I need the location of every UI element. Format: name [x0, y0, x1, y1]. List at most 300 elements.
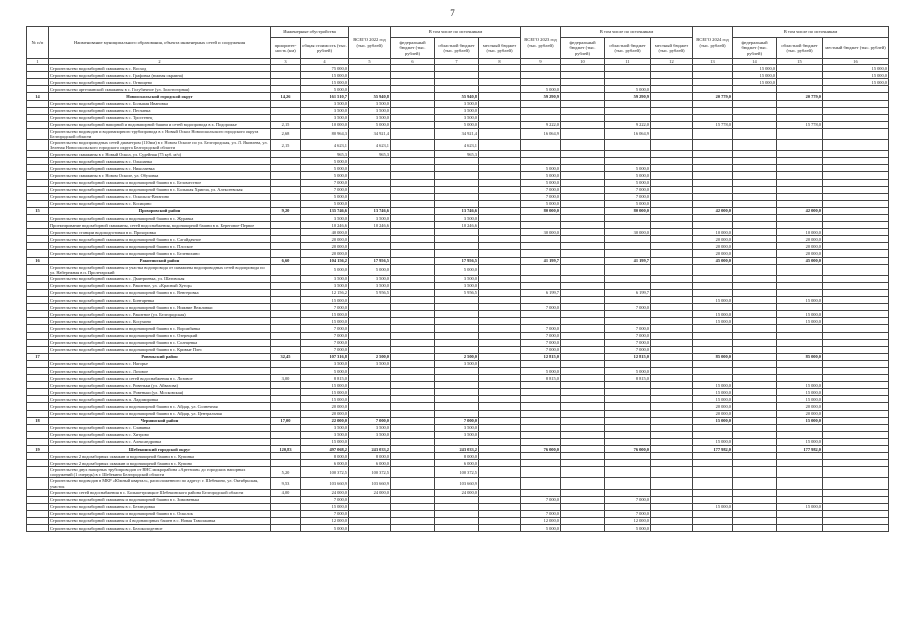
amount-cell	[435, 332, 479, 339]
amount-cell	[651, 438, 693, 445]
amount-cell	[479, 275, 521, 282]
amount-cell	[479, 93, 521, 100]
amount-cell: 15 778,0	[693, 121, 733, 128]
amount-cell: 15 000,0	[301, 503, 349, 510]
amount-cell: 30 000,0	[521, 229, 561, 236]
amount-cell	[435, 65, 479, 72]
amount-cell: 5 000,0	[605, 200, 651, 207]
amount-cell	[391, 297, 435, 304]
row-number	[27, 460, 49, 467]
amount-cell: 15 000,0	[301, 318, 349, 325]
amount-cell: 15 000,0	[777, 396, 823, 403]
amount-cell: 16 064,9	[605, 128, 651, 139]
amount-cell	[651, 250, 693, 257]
amount-cell	[391, 389, 435, 396]
amount-cell	[479, 424, 521, 431]
row-number	[27, 172, 49, 179]
amount-cell	[521, 236, 561, 243]
table-header	[27, 27, 889, 65]
amount-cell: 7 000,0	[521, 186, 561, 193]
amount-cell: 3 500,0	[301, 107, 349, 114]
amount-cell: 3 500,0	[301, 431, 349, 438]
amount-cell	[823, 382, 889, 389]
amount-cell: 7 000,0	[349, 417, 391, 424]
amount-cell	[521, 478, 561, 489]
amount-cell	[561, 200, 605, 207]
priority-cell	[271, 424, 301, 431]
amount-cell: 103 660,9	[301, 478, 349, 489]
amount-cell	[651, 243, 693, 250]
priority-cell: 120,83	[271, 446, 301, 453]
amount-cell	[391, 353, 435, 360]
amount-cell	[693, 332, 733, 339]
amount-cell	[435, 243, 479, 250]
amount-cell	[823, 503, 889, 510]
amount-cell	[777, 200, 823, 207]
amount-cell	[651, 100, 693, 107]
amount-cell	[605, 236, 651, 243]
object-name: Строительство водозаборной скважины и водонапорной башни в с. Беломестное	[49, 179, 271, 186]
amount-cell: 5 000,0	[301, 158, 349, 165]
amount-cell: 20 000,0	[777, 243, 823, 250]
amount-cell	[651, 289, 693, 296]
amount-cell	[651, 86, 693, 93]
row-number	[27, 368, 49, 375]
amount-cell: 20 000,0	[693, 410, 733, 417]
column-number: 14	[733, 59, 777, 65]
amount-cell: 3 500,0	[349, 107, 391, 114]
amount-cell: 15 000,0	[301, 389, 349, 396]
priority-cell: 3,00	[271, 375, 301, 382]
priority-cell	[271, 193, 301, 200]
amount-cell	[651, 222, 693, 229]
amount-cell	[435, 389, 479, 396]
amount-cell	[479, 243, 521, 250]
amount-cell	[733, 382, 777, 389]
amount-cell: 3 500,0	[349, 282, 391, 289]
amount-cell	[823, 215, 889, 222]
amount-cell	[693, 346, 733, 353]
investment-table-wrapper	[26, 26, 888, 532]
table-row	[27, 346, 889, 353]
amount-cell	[521, 360, 561, 367]
amount-cell	[561, 410, 605, 417]
amount-cell	[605, 100, 651, 107]
row-number	[27, 339, 49, 346]
amount-cell	[561, 446, 605, 453]
amount-cell: 24 000,0	[435, 489, 479, 496]
amount-cell	[823, 121, 889, 128]
amount-cell	[561, 346, 605, 353]
row-number	[27, 179, 49, 186]
table-row	[27, 304, 889, 311]
amount-cell	[391, 517, 435, 524]
header-num: № п/п	[27, 27, 49, 59]
table-row	[27, 325, 889, 332]
amount-cell	[521, 424, 561, 431]
amount-cell: 3 500,0	[435, 282, 479, 289]
amount-cell	[823, 93, 889, 100]
amount-cell	[823, 264, 889, 275]
amount-cell	[823, 275, 889, 282]
section-title: Ровеньский район	[49, 353, 271, 360]
header-local-2023: местный бюджет (тыс. рублей)	[651, 38, 693, 59]
amount-cell	[561, 264, 605, 275]
amount-cell	[693, 525, 733, 532]
amount-cell	[479, 403, 521, 410]
amount-cell	[605, 318, 651, 325]
amount-cell	[651, 193, 693, 200]
amount-cell: 20 000,0	[693, 236, 733, 243]
amount-cell	[479, 79, 521, 86]
amount-cell: 7 000,0	[301, 510, 349, 517]
amount-cell	[733, 151, 777, 158]
amount-cell	[391, 236, 435, 243]
row-number	[27, 158, 49, 165]
amount-cell	[479, 517, 521, 524]
amount-cell	[479, 158, 521, 165]
amount-cell	[733, 128, 777, 139]
amount-cell	[605, 250, 651, 257]
amount-cell	[479, 282, 521, 289]
amount-cell	[651, 467, 693, 478]
amount-cell	[479, 431, 521, 438]
amount-cell	[391, 186, 435, 193]
row-number: 19	[27, 446, 49, 453]
row-number	[27, 282, 49, 289]
amount-cell: 20 779,0	[777, 93, 823, 100]
amount-cell	[777, 489, 823, 496]
amount-cell	[561, 517, 605, 524]
amount-cell	[605, 489, 651, 496]
amount-cell	[733, 460, 777, 467]
priority-cell	[271, 438, 301, 445]
amount-cell: 6 199,7	[605, 289, 651, 296]
table-row	[27, 114, 889, 121]
amount-cell: 107 316,8	[301, 353, 349, 360]
amount-cell: 7 000,0	[521, 332, 561, 339]
amount-cell	[693, 72, 733, 79]
amount-cell	[823, 525, 889, 532]
amount-cell	[435, 79, 479, 86]
amount-cell: 8 815,0	[605, 375, 651, 382]
amount-cell	[521, 410, 561, 417]
amount-cell	[777, 360, 823, 367]
amount-cell	[349, 517, 391, 524]
object-name: Строительство скважины в г. Новый Оскол, ул. Судейная (75 куб. м/ч)	[49, 151, 271, 158]
table-row	[27, 275, 889, 282]
amount-cell: 15 000,0	[823, 79, 889, 86]
amount-cell	[561, 375, 605, 382]
amount-cell	[823, 222, 889, 229]
amount-cell: 7 000,0	[605, 325, 651, 332]
amount-cell	[479, 229, 521, 236]
amount-cell	[435, 193, 479, 200]
row-number	[27, 229, 49, 236]
amount-cell	[823, 438, 889, 445]
amount-cell	[733, 193, 777, 200]
amount-cell	[479, 396, 521, 403]
amount-cell: 7 000,0	[521, 510, 561, 517]
amount-cell	[435, 396, 479, 403]
amount-cell	[479, 525, 521, 532]
table-row	[27, 140, 889, 151]
amount-cell: 103 660,9	[435, 478, 479, 489]
amount-cell	[733, 165, 777, 172]
amount-cell	[391, 478, 435, 489]
amount-cell	[391, 151, 435, 158]
amount-cell	[651, 151, 693, 158]
amount-cell	[521, 503, 561, 510]
priority-cell	[271, 179, 301, 186]
amount-cell	[561, 368, 605, 375]
amount-cell	[651, 382, 693, 389]
amount-cell	[521, 453, 561, 460]
amount-cell	[521, 382, 561, 389]
amount-cell: 15 000,0	[777, 389, 823, 396]
priority-cell	[271, 389, 301, 396]
table-row	[27, 396, 889, 403]
object-name: Строительство водозаборной скважины и водонапорной башни в с. Плоское	[49, 243, 271, 250]
amount-cell: 7 000,0	[301, 186, 349, 193]
table-row	[27, 200, 889, 207]
amount-cell	[651, 496, 693, 503]
table-row	[27, 503, 889, 510]
amount-cell: 3 500,0	[435, 100, 479, 107]
amount-cell	[479, 467, 521, 478]
header-local-2024: местный бюджет (тыс. рублей)	[823, 38, 889, 59]
section-row	[27, 93, 889, 100]
amount-cell	[435, 375, 479, 382]
row-number	[27, 151, 49, 158]
amount-cell	[605, 275, 651, 282]
amount-cell	[349, 311, 391, 318]
amount-cell	[605, 478, 651, 489]
amount-cell	[823, 460, 889, 467]
amount-cell	[651, 396, 693, 403]
amount-cell: 5 000,0	[301, 165, 349, 172]
amount-cell: 20 000,0	[301, 403, 349, 410]
amount-cell	[479, 353, 521, 360]
amount-cell	[349, 368, 391, 375]
amount-cell: 9 222,0	[605, 121, 651, 128]
amount-cell	[521, 250, 561, 257]
amount-cell	[349, 496, 391, 503]
object-name: Строительство водозаборной скважины в с. Бонтаревка	[49, 297, 271, 304]
object-name: Строительство скважины в г. Новом Осколе, ул. Обуховка	[49, 172, 271, 179]
priority-cell	[271, 229, 301, 236]
amount-cell	[479, 289, 521, 296]
table-row	[27, 510, 889, 517]
amount-cell	[651, 325, 693, 332]
amount-cell	[479, 86, 521, 93]
amount-cell: 15 000,0	[777, 318, 823, 325]
amount-cell	[651, 297, 693, 304]
priority-cell: 2,68	[271, 128, 301, 139]
amount-cell	[435, 410, 479, 417]
row-number	[27, 236, 49, 243]
amount-cell	[605, 222, 651, 229]
amount-cell	[605, 151, 651, 158]
amount-cell	[479, 140, 521, 151]
amount-cell	[435, 229, 479, 236]
amount-cell	[651, 93, 693, 100]
amount-cell	[435, 304, 479, 311]
amount-cell: 7 000,0	[521, 325, 561, 332]
amount-cell	[479, 368, 521, 375]
amount-cell	[391, 453, 435, 460]
amount-cell	[561, 396, 605, 403]
amount-cell: 2 500,0	[349, 353, 391, 360]
amount-cell: 5 000,0	[605, 165, 651, 172]
amount-cell	[605, 460, 651, 467]
amount-cell	[693, 453, 733, 460]
amount-cell	[435, 165, 479, 172]
amount-cell	[561, 229, 605, 236]
amount-cell: 3 500,0	[349, 100, 391, 107]
object-name: Строительство водозаборной скважины и водонапорной башни в с. Солнцевка	[49, 339, 271, 346]
amount-cell: 7 000,0	[605, 339, 651, 346]
amount-cell	[479, 107, 521, 114]
amount-cell	[693, 431, 733, 438]
amount-cell	[651, 107, 693, 114]
column-number: 16	[823, 59, 889, 65]
amount-cell	[561, 417, 605, 424]
amount-cell	[349, 165, 391, 172]
amount-cell	[733, 257, 777, 264]
amount-cell	[823, 489, 889, 496]
amount-cell	[777, 264, 823, 275]
amount-cell	[777, 339, 823, 346]
amount-cell	[391, 489, 435, 496]
amount-cell: 3 500,0	[349, 275, 391, 282]
amount-cell	[605, 503, 651, 510]
amount-cell	[479, 460, 521, 467]
amount-cell	[561, 79, 605, 86]
amount-cell	[521, 222, 561, 229]
amount-cell: 75 000,0	[301, 65, 349, 72]
amount-cell	[479, 165, 521, 172]
amount-cell	[823, 325, 889, 332]
amount-cell: 12 000,0	[605, 517, 651, 524]
amount-cell	[651, 275, 693, 282]
row-number	[27, 332, 49, 339]
amount-cell: 5 000,0	[521, 165, 561, 172]
amount-cell	[349, 304, 391, 311]
amount-cell	[777, 453, 823, 460]
amount-cell	[391, 446, 435, 453]
priority-cell	[271, 339, 301, 346]
amount-cell	[823, 289, 889, 296]
amount-cell	[391, 140, 435, 151]
amount-cell: 10 000,0	[777, 229, 823, 236]
amount-cell	[391, 403, 435, 410]
object-name: Строительство водозаборной скважины в с. Косухино	[49, 318, 271, 325]
priority-cell	[271, 289, 301, 296]
amount-cell	[777, 375, 823, 382]
table-row	[27, 332, 889, 339]
object-name: Строительство водозаборной скважины в с. Ракитное, ул. «Красный Хутор»	[49, 282, 271, 289]
amount-cell	[651, 72, 693, 79]
priority-cell	[271, 368, 301, 375]
amount-cell	[435, 403, 479, 410]
amount-cell	[823, 86, 889, 93]
amount-cell	[479, 128, 521, 139]
amount-cell	[777, 140, 823, 151]
amount-cell	[823, 346, 889, 353]
amount-cell	[521, 65, 561, 72]
row-number	[27, 289, 49, 296]
amount-cell: 15 000,0	[693, 311, 733, 318]
amount-cell: 20 000,0	[777, 236, 823, 243]
amount-cell	[349, 86, 391, 93]
table-row	[27, 128, 889, 139]
amount-cell	[733, 325, 777, 332]
table-row	[27, 460, 889, 467]
amount-cell: 5 000,0	[605, 86, 651, 93]
amount-cell	[349, 325, 391, 332]
amount-cell	[561, 311, 605, 318]
amount-cell	[823, 114, 889, 121]
amount-cell: 4 623,1	[435, 140, 479, 151]
amount-cell	[605, 424, 651, 431]
amount-cell: 10 000,0	[301, 121, 349, 128]
row-number	[27, 311, 49, 318]
row-number: 16	[27, 257, 49, 264]
amount-cell	[561, 431, 605, 438]
amount-cell: 15 000,0	[777, 503, 823, 510]
row-number	[27, 65, 49, 72]
table-row	[27, 297, 889, 304]
amount-cell	[391, 325, 435, 332]
object-name: Строительство водозаборной скважины и водонапорной башни в с. Нижние Вежливки	[49, 304, 271, 311]
amount-cell	[777, 86, 823, 93]
object-name: Строительство водопроводных сетей диаметром (110мм) в г. Новом Осколе по ул. Белгородская, ул. Л. Яковлева, ул. Зеленая Новооскольского городского округа Белгородской области	[49, 140, 271, 151]
amount-cell	[561, 121, 605, 128]
amount-cell	[651, 517, 693, 524]
object-name: Строительство водозаборной скважины в с. Восход	[49, 65, 271, 72]
table-row	[27, 215, 889, 222]
table-row	[27, 478, 889, 489]
amount-cell	[435, 297, 479, 304]
amount-cell	[479, 264, 521, 275]
amount-cell	[479, 72, 521, 79]
amount-cell	[391, 158, 435, 165]
priority-cell	[271, 172, 301, 179]
row-number	[27, 121, 49, 128]
amount-cell	[651, 304, 693, 311]
table-row	[27, 424, 889, 431]
amount-cell	[823, 165, 889, 172]
amount-cell: 7 000,0	[521, 339, 561, 346]
amount-cell	[521, 297, 561, 304]
amount-cell: 2 500,0	[435, 353, 479, 360]
amount-cell	[605, 65, 651, 72]
column-number: 12	[651, 59, 693, 65]
row-number	[27, 140, 49, 151]
amount-cell	[733, 467, 777, 478]
amount-cell	[479, 382, 521, 389]
section-title: Ракитянский район	[49, 257, 271, 264]
amount-cell: 965,3	[349, 151, 391, 158]
amount-cell	[605, 403, 651, 410]
amount-cell	[733, 368, 777, 375]
amount-cell: 8 815,0	[521, 375, 561, 382]
amount-cell: 5 000,0	[349, 264, 391, 275]
amount-cell	[777, 165, 823, 172]
amount-cell	[733, 289, 777, 296]
amount-cell	[391, 424, 435, 431]
